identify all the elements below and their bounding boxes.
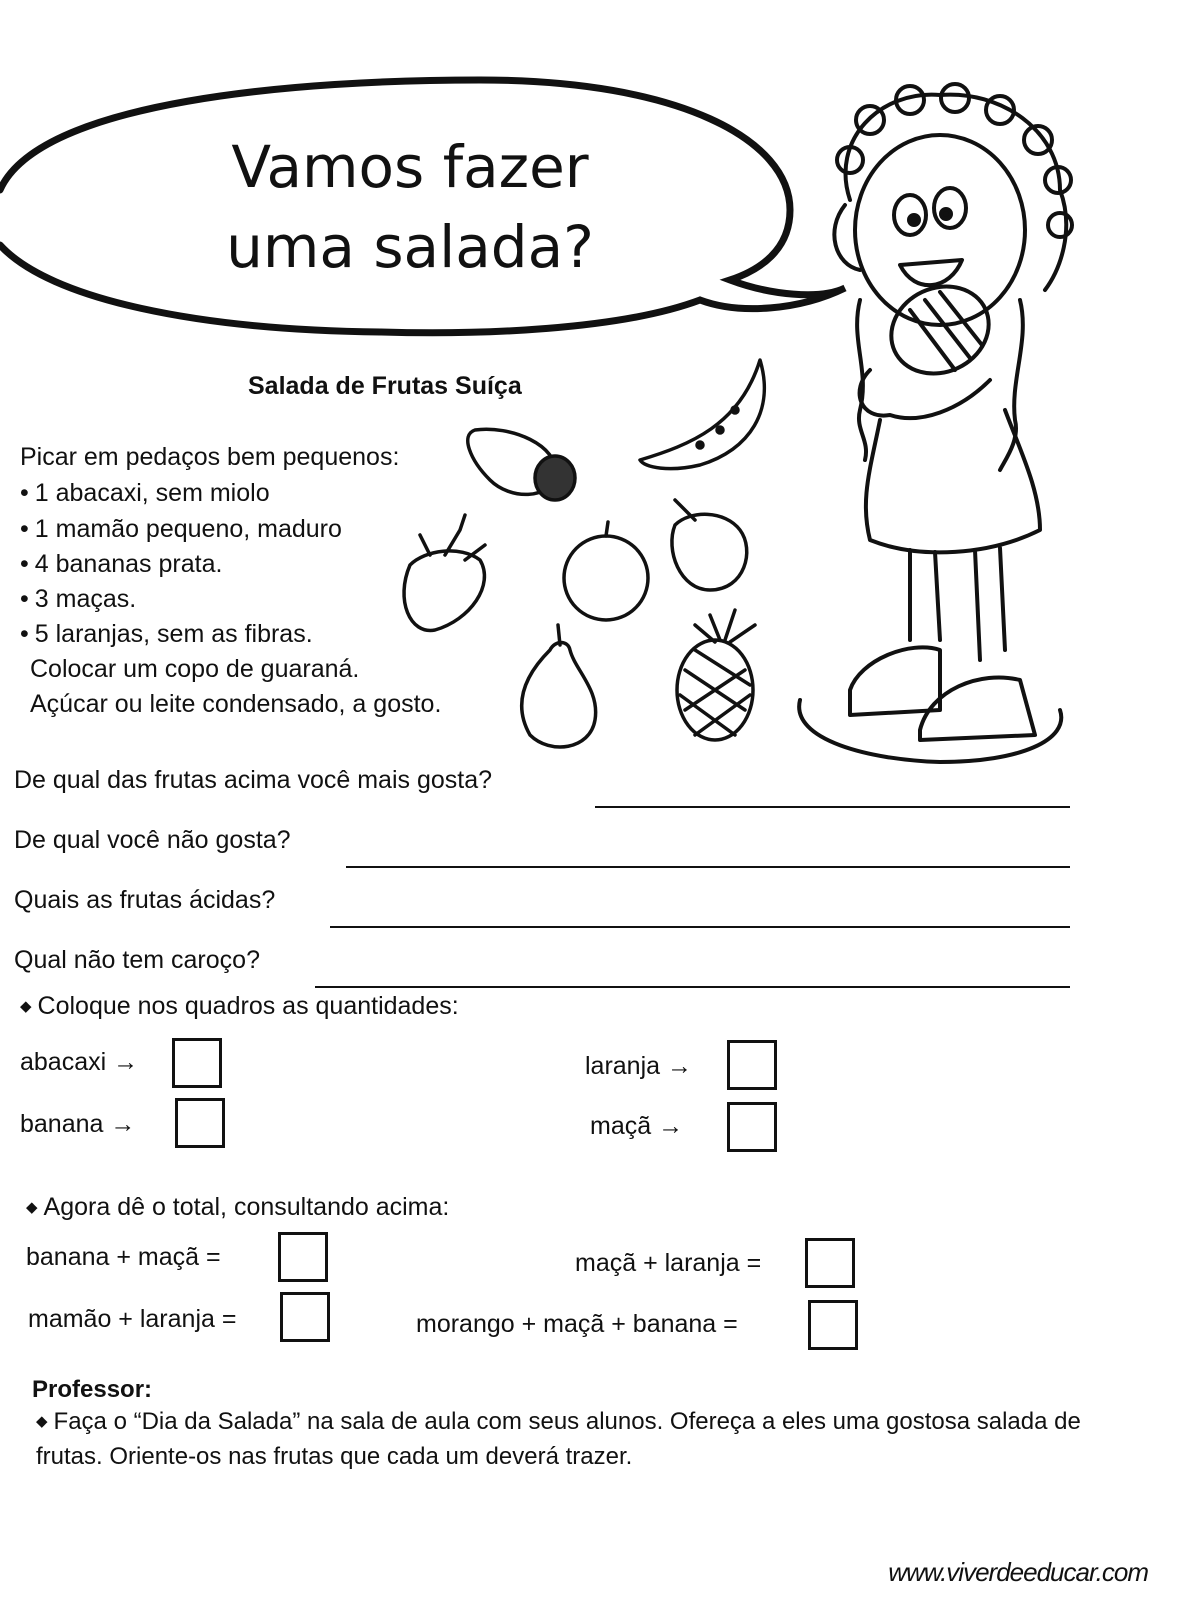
qty-label-banana: banana → <box>20 1110 136 1138</box>
recipe-extra-1: Colocar um copo de guaraná. <box>30 655 360 683</box>
total-box-maca-laranja[interactable] <box>805 1238 855 1288</box>
answer-line-3[interactable] <box>330 926 1070 928</box>
fruits-illustration <box>390 350 790 750</box>
teacher-note-text: Faça o “Dia da Salada” na sala de aula com seus alunos. Ofereça a eles uma gostosa salada de frutas. Oriente-os nas frutas que cada um deverá trazer. <box>36 1408 1081 1470</box>
question-2: De qual você não gosta? <box>14 826 291 854</box>
bubble-text-line1: Vamos fazer <box>231 133 589 201</box>
ingredient-3: • 4 bananas prata. <box>20 550 222 579</box>
girl-illustration <box>790 80 1090 780</box>
total-box-banana-maca[interactable] <box>278 1232 328 1282</box>
qty-label-abacaxi: abacaxi → <box>20 1048 139 1076</box>
ingredient-1: • 1 abacaxi, sem miolo <box>20 479 270 508</box>
bubble-text-line2: uma salada? <box>226 213 594 281</box>
recipe-intro: Picar em pedaços bem pequenos: <box>20 443 400 471</box>
total-box-mamao-laranja[interactable] <box>280 1292 330 1342</box>
answer-line-4[interactable] <box>315 986 1070 988</box>
qty-box-laranja[interactable] <box>727 1040 777 1090</box>
total-label-banana-maca: banana + maçã = <box>26 1243 221 1271</box>
question-4: Qual não tem caroço? <box>14 946 260 974</box>
ingredient-2: • 1 mamão pequeno, maduro <box>20 515 342 544</box>
qty-box-banana[interactable] <box>175 1098 225 1148</box>
question-1: De qual das frutas acima você mais gosta? <box>14 766 493 794</box>
total-label-mamao-laranja: mamão + laranja = <box>28 1305 237 1333</box>
answer-line-2[interactable] <box>346 866 1070 868</box>
question-3: Quais as frutas ácidas? <box>14 886 276 914</box>
qty-label-laranja: laranja → <box>585 1052 692 1080</box>
teacher-note <box>36 1406 1116 1473</box>
recipe-extra-2: Açúcar ou leite condensado, a gosto. <box>30 690 442 718</box>
total-label-morango-maca-banana: morango + maçã + banana = <box>416 1310 738 1338</box>
total-label-maca-laranja: maçã + laranja = <box>575 1249 762 1277</box>
answer-line-1[interactable] <box>595 806 1070 808</box>
qty-box-maca[interactable] <box>727 1102 777 1152</box>
totals-title: ◆ Agora dê o total, consultando acima: <box>26 1193 449 1222</box>
qty-label-maca: maçã → <box>590 1112 684 1140</box>
qty-box-abacaxi[interactable] <box>172 1038 222 1088</box>
recipe-title: Salada de Frutas Suíça <box>248 372 522 400</box>
quantities-title: ◆ Coloque nos quadros as quantidades: <box>20 992 459 1021</box>
ingredient-5: • 5 laranjas, sem as fibras. <box>20 620 313 649</box>
ingredient-4: • 3 maças. <box>20 585 136 614</box>
teacher-title: Professor: <box>32 1376 153 1403</box>
website-credit: www.viverdeeducar.com <box>888 1557 1148 1587</box>
total-box-morango-maca-banana[interactable] <box>808 1300 858 1350</box>
teacher-note-bullet-icon <box>36 1408 54 1435</box>
